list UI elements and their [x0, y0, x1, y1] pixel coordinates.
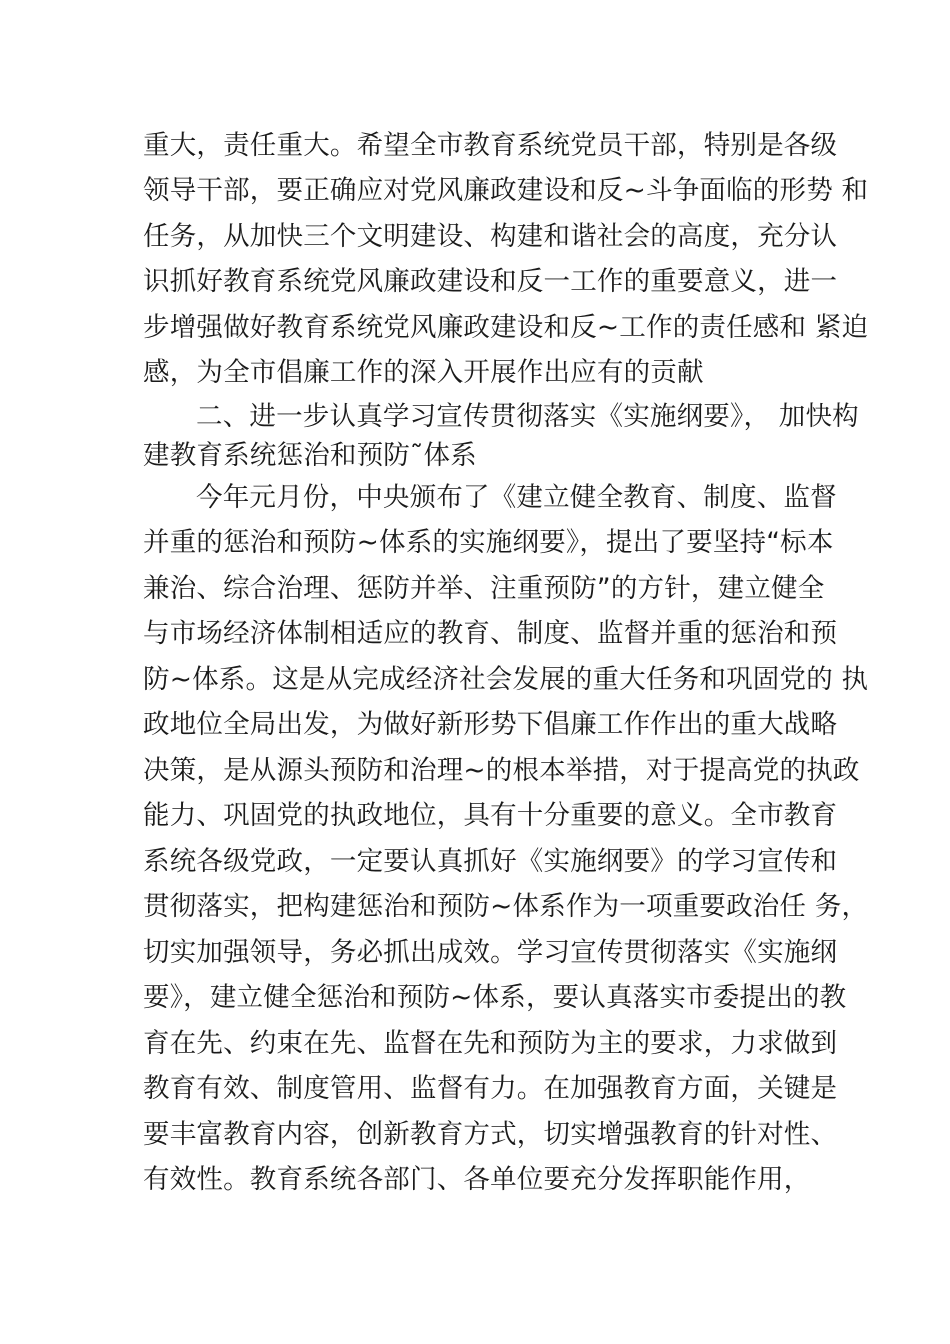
text-line: 能力、巩固党的执政地位，具有十分重要的意义。全市教育 [143, 800, 838, 831]
text-line: 要丰富教育内容，创新教育方式，切实增强教育的针对性、 [143, 1119, 838, 1150]
text-line: 感，为全市倡廉工作的深入开展作出应有的贡献 [143, 357, 704, 388]
text-line: 育在先、约束在先、监督在先和预防为主的要求，力求做到 [143, 1028, 838, 1059]
text-line: 任务，从加快三个文明建设、构建和谐社会的高度，充分认 [143, 221, 838, 252]
section-heading-line: 建教育系统惩治和预防˜体系 [143, 440, 477, 471]
text-line: 防~体系。这是从完成经济社会发展的重大任务和巩固党的 执 [143, 664, 869, 695]
text-line: 教育有效、制度管用、监督有力。在加强教育方面，关键是 [143, 1073, 838, 1104]
text-line: 系统各级党政，一定要认真抓好《实施纲要》的学习宣传和 [143, 846, 838, 877]
text-line: 领导干部，要正确应对党风廉政建设和反~斗争面临的形势 和 [143, 175, 869, 206]
text-line: 政地位全局出发，为做好新形势下倡廉工作作出的重大战略 [143, 709, 838, 740]
text-line: 要》，建立健全惩治和预防~体系，要认真落实市委提出的教 [143, 982, 847, 1013]
text-line: 与市场经济体制相适应的教育、制度、监督并重的惩治和预 [143, 618, 838, 649]
text-line: 有效性。教育系统各部门、各单位要充分发挥职能作用， [143, 1164, 811, 1195]
text-line: 重大，责任重大。希望全市教育系统党员干部，特别是各级 [143, 130, 838, 161]
text-line: 兼治、综合治理、惩防并举、注重预防”的方针，建立健全 [143, 573, 825, 604]
text-line: 贯彻落实，把构建惩治和预防~体系作为一项重要政治任 务， [143, 891, 869, 922]
section-heading-line: 二、进一步认真学习宣传贯彻落实《实施纲要》， 加快构 [196, 401, 859, 432]
text-line: 并重的惩治和预防~体系的实施纲要》，提出了要坚持“标本 [143, 527, 834, 558]
text-line: 步增强做好教育系统党风廉政建设和反~工作的责任感和 紧迫 [143, 312, 869, 343]
text-line: 切实加强领导，务必抓出成效。学习宣传贯彻落实《实施纲 [143, 937, 838, 968]
paragraph-first-line: 今年元月份，中央颁布了《建立健全教育、制度、监督 [196, 482, 837, 513]
text-line: 识抓好教育系统党风廉政建设和反一工作的重要意义，进一 [143, 266, 838, 297]
text-line: 决策，是从源头预防和治理~的根本举措，对于提高党的执政 [143, 755, 860, 786]
